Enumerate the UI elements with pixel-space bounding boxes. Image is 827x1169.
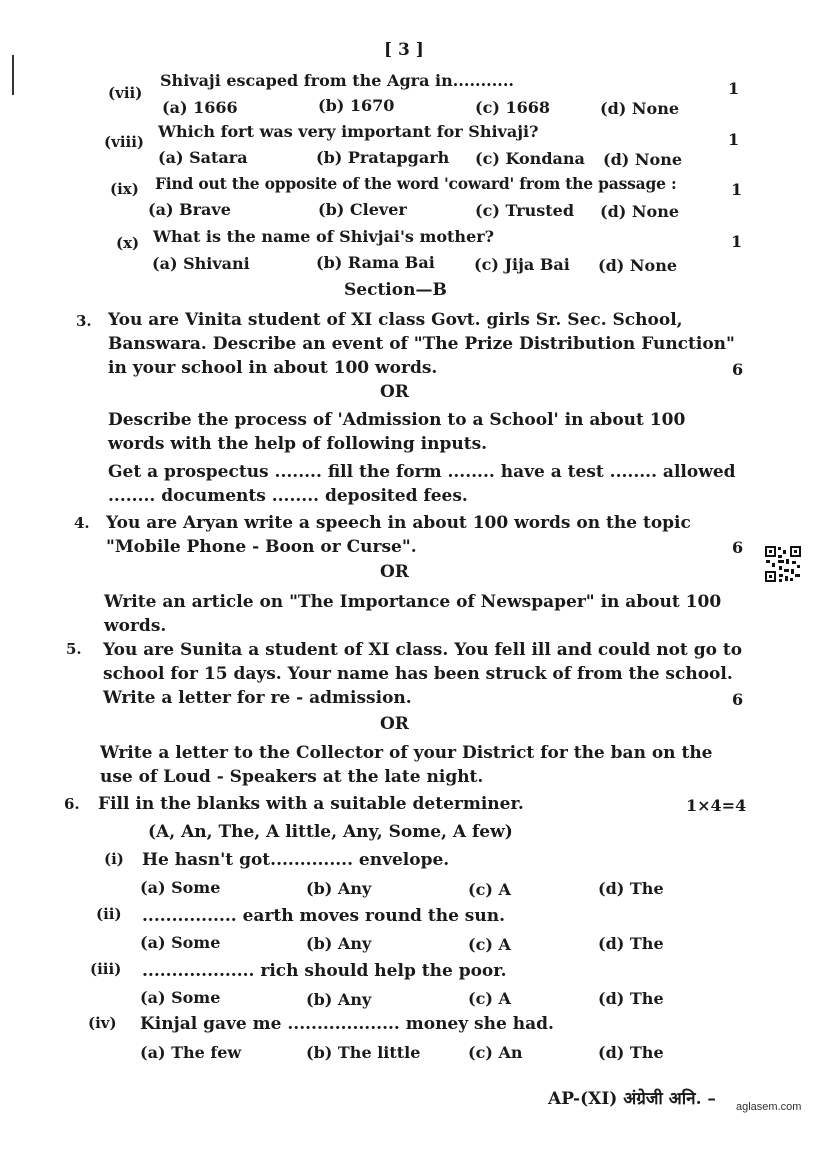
q2-vii-option-d: (d) None (600, 99, 680, 118)
q2-viii-option-b: (b) Pratapgarh (316, 148, 450, 167)
q2-viii-marks: 1 (728, 130, 740, 149)
q2-viii-option-a: (a) Satara (158, 148, 248, 167)
q2-ix-option-c: (c) Trusted (475, 201, 575, 220)
q2-viii-number: (viii) (104, 133, 145, 151)
q6-i-option-b: (b) Any (306, 879, 372, 898)
q5-alt-text: Write a letter to the Collector of your District for the ban on the use of Loud - Speakers at the late night. (100, 743, 713, 787)
q4-text: You are Aryan write a speech in about 100 words on the topic "Mobile Phone - Boon or Curse". (106, 513, 691, 557)
q6-iv-question: Kinjal gave me ................... money she had. (140, 1014, 554, 1034)
q6-iv-option-b: (b) The little (306, 1043, 421, 1062)
q6-i-option-c: (c) A (468, 880, 511, 899)
q6-ii-option-d: (d) The (598, 934, 664, 953)
q3-or: OR (380, 382, 409, 402)
q2-x-question: What is the name of Shivjai's mother? (153, 227, 495, 246)
q2-x-number: (x) (116, 234, 140, 252)
q2-viii-question: Which fort was very important for Shivaji? (158, 122, 539, 141)
q6-number: 6. (64, 795, 80, 813)
q2-x-option-b: (b) Rama Bai (316, 253, 435, 272)
q2-ix-number: (ix) (110, 180, 139, 198)
q2-vii-marks: 1 (728, 79, 740, 98)
q6-i-option-d: (d) The (598, 879, 664, 898)
q5-marks: 6 (732, 690, 744, 709)
q4-or: OR (380, 562, 409, 582)
q5-text: You are Sunita a student of XI class. You fell ill and could not go to school for 15 days. Your name has been struck of from the school. Write a letter for re - admission. (103, 640, 743, 708)
q2-vii-question: Shivaji escaped from the Agra in........... (160, 71, 514, 90)
q4-number: 4. (74, 514, 90, 532)
q4-marks: 6 (732, 538, 744, 557)
margin-mark (12, 55, 14, 95)
q2-vii-option-a: (a) 1666 (162, 98, 238, 117)
q6-heading: Fill in the blanks with a suitable determiner. (98, 794, 524, 814)
q2-x-marks: 1 (731, 232, 743, 251)
q6-i-option-a: (a) Some (140, 878, 221, 897)
q5-or: OR (380, 714, 409, 734)
q4-alt-text: Write an article on "The Importance of Newspaper" in about 100 words. (104, 592, 722, 636)
q6-ii-option-c: (c) A (468, 935, 511, 954)
q6-marks: 1×4=4 (686, 796, 747, 815)
q6-choices: (A, An, The, A little, Any, Some, A few) (148, 822, 513, 842)
q6-ii-number: (ii) (96, 905, 122, 923)
q6-ii-option-b: (b) Any (306, 934, 372, 953)
watermark: aglasem.com (736, 1101, 802, 1113)
q2-vii-option-b: (b) 1670 (318, 96, 395, 115)
q2-x-option-c: (c) Jija Bai (474, 255, 570, 274)
q6-iii-option-a: (a) Some (140, 988, 221, 1007)
q6-iv-option-a: (a) The few (140, 1043, 242, 1062)
q3-text: You are Vinita student of XI class Govt. girls Sr. Sec. School, Banswara. Describe an event of "The Prize Distribution Function" in your school in about 100 words. (108, 310, 735, 378)
q3-number: 3. (76, 312, 92, 330)
q6-iii-option-d: (d) The (598, 989, 664, 1008)
q3-inputs: Get a prospectus ........ fill the form ........ have a test ........ allowed ........ documents ........ deposited fees. (108, 462, 736, 506)
q2-vii-option-c: (c) 1668 (475, 98, 550, 117)
q6-iii-option-c: (c) A (468, 989, 511, 1008)
q6-iv-option-c: (c) An (468, 1043, 523, 1062)
q2-vii-number: (vii) (108, 84, 143, 102)
qr-code-icon (764, 545, 802, 583)
q2-ix-option-b: (b) Clever (318, 200, 407, 219)
q6-iv-option-d: (d) The (598, 1043, 664, 1062)
q2-ix-option-d: (d) None (600, 202, 680, 221)
q6-iv-number: (iv) (88, 1014, 117, 1032)
page-number: [ 3 ] (384, 40, 424, 60)
q6-ii-option-a: (a) Some (140, 933, 221, 952)
q2-viii-option-d: (d) None (603, 150, 683, 169)
q2-ix-marks: 1 (731, 180, 743, 199)
q6-i-number: (i) (104, 850, 124, 868)
q3-alt-text: Describe the process of 'Admission to a School' in about 100 words with the help of following inputs. (108, 410, 686, 454)
section-b-title: Section—B (344, 280, 447, 300)
q6-ii-question: ................ earth moves round the sun. (142, 906, 506, 926)
q3-marks: 6 (732, 360, 744, 379)
q2-ix-question: Find out the opposite of the word 'coward' from the passage : (155, 174, 677, 193)
q2-x-option-d: (d) None (598, 256, 678, 275)
q6-i-question: He hasn't got.............. envelope. (142, 850, 450, 870)
q6-iii-question: ................... rich should help the poor. (142, 961, 507, 981)
q2-x-option-a: (a) Shivani (152, 254, 250, 273)
q6-iii-option-b: (b) Any (306, 990, 372, 1009)
q5-number: 5. (66, 640, 82, 658)
q2-viii-option-c: (c) Kondana (475, 149, 585, 168)
paper-code: AP-(XI) अंग्रेजी अनि. – (548, 1089, 716, 1109)
q2-ix-option-a: (a) Brave (148, 200, 231, 219)
q6-iii-number: (iii) (90, 960, 122, 978)
